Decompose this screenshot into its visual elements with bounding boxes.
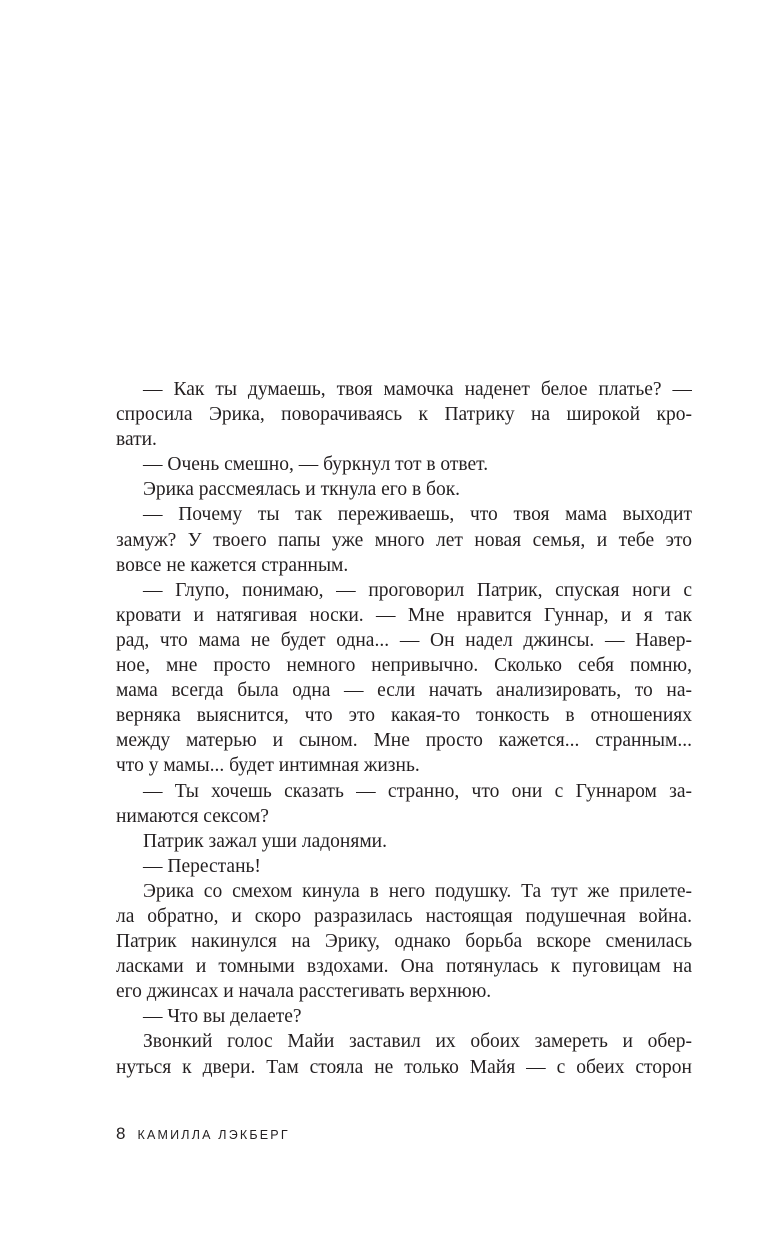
text-line: мама всегда была одна — если начать анализировать, то на-: [116, 680, 692, 702]
text-line: Эрика со смехом кинула в него подушку. Та тут же прилете-: [143, 880, 692, 902]
text-line: — Как ты думаешь, твоя мамочка наденет белое платье? —: [143, 379, 692, 400]
text-line: Патрик накинулся на Эрику, однако борьба вскоре сменилась: [116, 931, 692, 953]
text-line: Патрик зажал уши ладонями.: [143, 830, 387, 852]
text-line: — Очень смешно, — буркнул тот в ответ.: [143, 454, 489, 476]
text-line: верняка выяснится, что это какая-то тонкость в отношениях: [116, 705, 692, 727]
text-line: рад, что мама не будет одна... — Он надел джинсы. — Навер-: [116, 629, 692, 651]
text-line: замуж? У твоего папы уже много лет новая семья, и тебе это: [116, 529, 692, 551]
text-line: Эрика рассмеялась и ткнула его в бок.: [143, 479, 461, 501]
text-line: — Ты хочешь сказать — странно, что они с Гуннаром за-: [143, 780, 692, 802]
text-line: кровати и натягивая носки. — Мне нравится Гуннар, и я так: [116, 604, 692, 626]
text-line: что у мамы... будет интимная жизнь.: [116, 755, 420, 777]
text-line: ное, мне просто немного непривычно. Сколько себя помню,: [116, 655, 692, 677]
text-line: вовсе не кажется странным.: [116, 554, 349, 576]
text-line: нуться к двери. Там стояла не только Майя — с обеих сторон: [116, 1056, 692, 1078]
text-line: Звонкий голос Майи заставил их обоих замереть и обер-: [143, 1031, 692, 1053]
text-line: между матерью и сыном. Мне просто кажется... странным...: [116, 730, 692, 752]
page-footer: [116, 1124, 290, 1144]
text-line: нимаются сексом?: [116, 805, 269, 827]
page-number: 8: [116, 1124, 126, 1143]
text-line: его джинсах и начала расстегивать верхнюю.: [116, 981, 492, 1003]
running-head: КАМИЛЛА ЛЭКБЕРГ: [137, 1128, 290, 1142]
text-line: вати.: [116, 429, 157, 451]
text-line: — Почему ты так переживаешь, что твоя мама выходит: [143, 504, 692, 526]
text-line: — Глупо, понимаю, — проговорил Патрик, спуская ноги с: [143, 579, 692, 601]
text-line: — Что вы делаете?: [143, 1006, 302, 1028]
text-line: спросила Эрика, поворачиваясь к Патрику на широкой кро-: [116, 404, 692, 426]
text-line: ласками и томными вздохами. Она потянулась к пуговицам на: [116, 956, 692, 978]
body-text: [116, 377, 692, 1080]
text-line: — Перестань!: [143, 855, 261, 877]
text-line: ла обратно, и скоро разразилась настоящая подушечная война.: [116, 905, 692, 927]
